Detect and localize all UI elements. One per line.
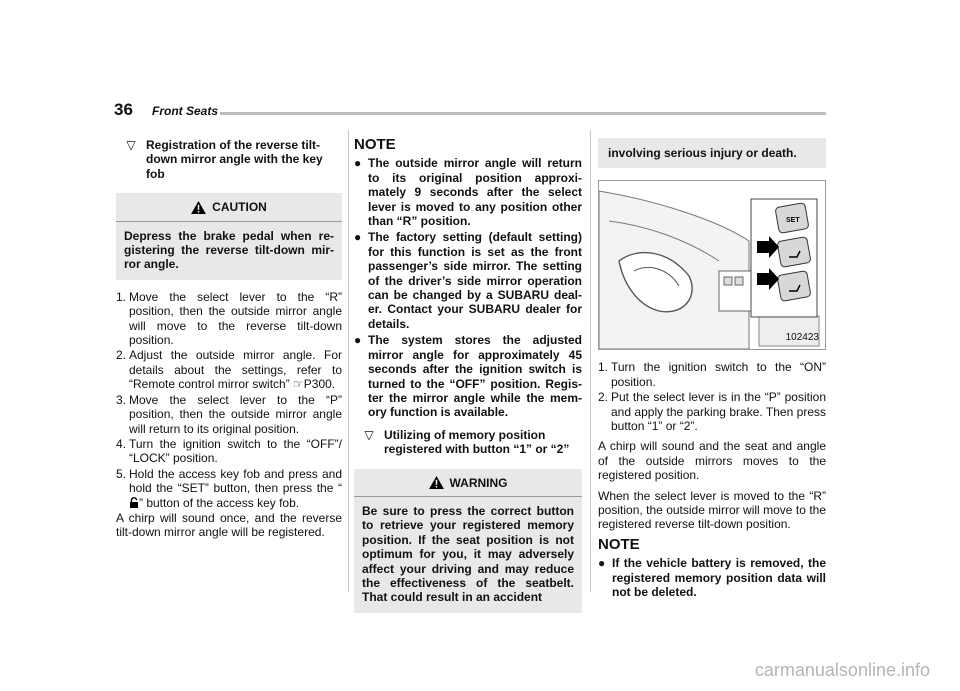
caution-body: Depress the brake pedal when re-gistering the reverse tilt-down mir-ror angle.	[124, 228, 334, 272]
page-number: 36	[114, 100, 133, 119]
list-item: 1. Move the select lever to the “R” position, then the outside mirror angle will move to the reverse tilt-down position.	[116, 289, 342, 348]
note-title: NOTE	[598, 535, 640, 553]
paragraph: When the select lever is moved to the “R” position, the outside mirror will move to the registered reverse tilt-down position.	[598, 488, 826, 532]
column-divider	[590, 130, 591, 592]
subheading	[116, 138, 342, 181]
caution-title: CAUTION	[116, 193, 342, 221]
list-item: ● If the vehicle battery is removed, the registered memory position data will not be deleted.	[598, 556, 826, 600]
memory-steps	[598, 360, 826, 433]
watermark: carmanualsonline.info	[754, 660, 930, 680]
note-list	[598, 556, 826, 599]
set-button-label: SET	[786, 217, 800, 225]
list-item: 3. Move the select lever to the “P” position, then the outside mirror angle will return to its original position.	[116, 392, 342, 436]
note-list	[354, 156, 582, 419]
list-item: 5. Hold the access key fob and press and hold the “SET” button, then press the “” button of the access key fob.	[116, 466, 342, 510]
header-rule	[220, 112, 826, 115]
closing-text: A chirp will sound once, and the reverse tilt-down mirror angle will be registered.	[116, 510, 342, 540]
section-title: Front Seats	[152, 104, 219, 118]
column-1	[116, 138, 342, 546]
figure-code: 102423	[785, 332, 819, 343]
subheading-text: Registration of the reverse tilt-down mirror angle with the key fob	[146, 138, 323, 181]
list-item: 2. Put the select lever is in the “P” position and apply the parking brake. Then press button “1” or “2”.	[598, 390, 826, 434]
warning-triangle-icon	[429, 476, 444, 489]
column-divider	[348, 130, 349, 592]
column-3	[598, 138, 826, 602]
door-panel-figure	[598, 180, 826, 350]
page-header	[114, 100, 826, 120]
subheading	[354, 428, 582, 457]
triangle-bullet-icon: ▽	[364, 427, 374, 442]
note-title: NOTE	[354, 136, 396, 153]
lock-key-icon	[129, 497, 139, 508]
warning-body: Be sure to press the correct button to retrieve your registered memory position. If the seat position is not optimum for you, it may adversely affect your driving and may reduce the effectiveness of the seatbelt. That could result in an accident	[362, 503, 574, 605]
subheading-text: Utilizing of memory position registered with button “1” or “2”	[384, 427, 570, 457]
list-item: 2. Adjust the outside mirror angle. For details about the settings, refer to “Remote control mirror switch” ☞P300.	[116, 348, 342, 392]
list-item: ● The system stores the adjusted mirror angle for approximately 45 seconds after the ignition switch is turned to the “OFF” position. Regis-ter the mirror angle while the mem-ory function is available.	[354, 333, 582, 420]
list-item: 4. Turn the ignition switch to the “OFF”/ “LOCK” position.	[116, 436, 342, 466]
warning-continuation: involving serious injury or death.	[598, 138, 826, 168]
list-item: ● The factory setting (default setting) for this function is set as the front passenger’s side mirror. The setting of the driver’s side mirror operation can be changed by a SUBARU deal-er. Contact your SUBARU dealer for details.	[354, 230, 582, 331]
door-panel-illustration	[599, 181, 825, 349]
column-2	[354, 138, 582, 623]
warning-box	[354, 469, 582, 613]
paragraph: A chirp will sound and the seat and angle of the outside mirrors moves to the registered position.	[598, 439, 826, 483]
list-item: ● The outside mirror angle will return to its original position approxi-mately 9 seconds after the select lever is moved to any position other than “R” position.	[354, 156, 582, 229]
caution-triangle-icon	[191, 201, 206, 214]
triangle-bullet-icon: ▽	[126, 138, 136, 152]
caution-box	[116, 193, 342, 280]
list-item: 1. Turn the ignition switch to the “ON” position.	[598, 360, 826, 389]
registration-steps	[116, 290, 342, 510]
warning-title: WARNING	[354, 469, 582, 497]
